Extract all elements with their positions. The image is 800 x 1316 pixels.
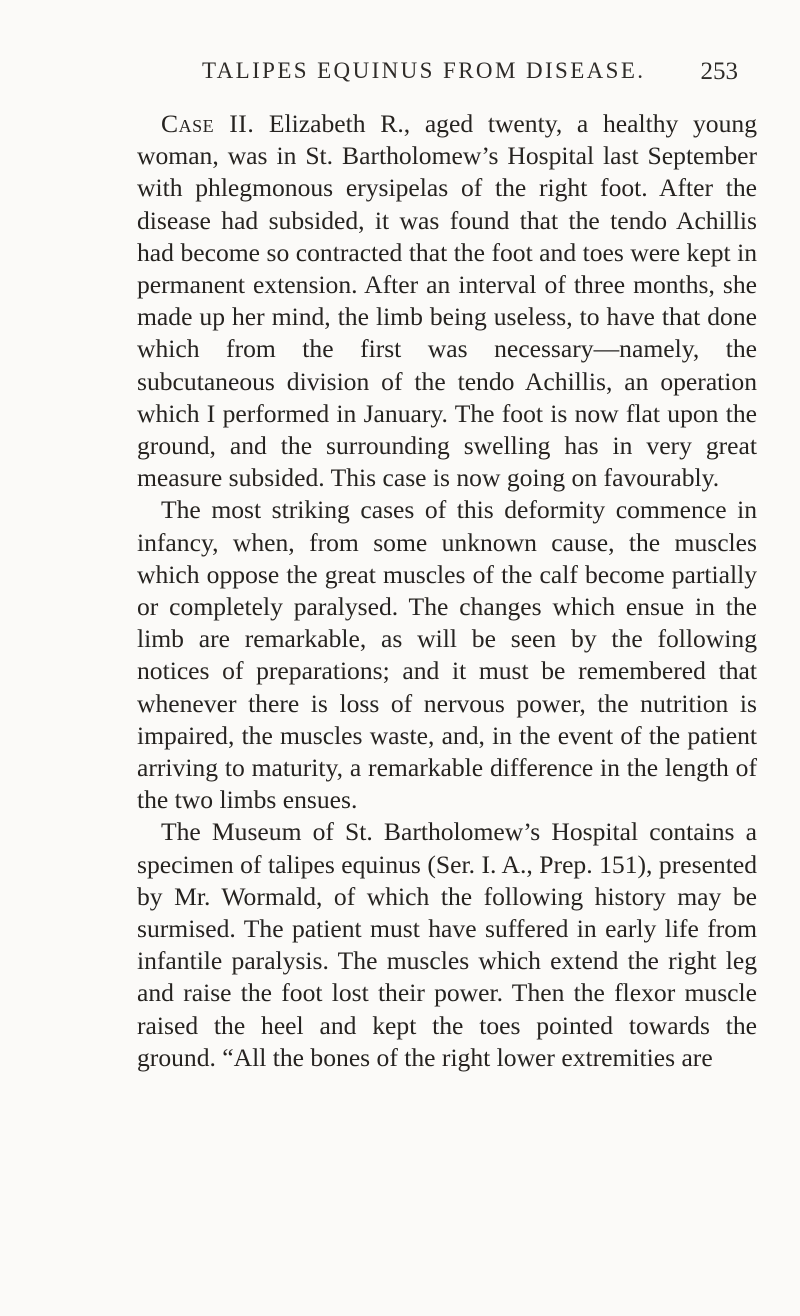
body-text — [137, 108, 757, 1074]
page-header — [140, 58, 760, 92]
paragraph-text: Elizabeth R., aged twenty, a healthy young woman, was in St. Bartholomew’s Hospital last September with phlegmonous erysipelas of the right foot. After the disease had subsided, it was found that the tendo Achillis had become so contracted that the foot and toes were kept in permanent extension. After an interval of three months, she made up her mind, the limb being useless, to have that done which from the first was necessary—namely, the subcutaneous division of the tendo Achillis, an operation which I performed in January. The foot is now flat upon the ground, and the surrounding swelling has in very great measure subsided. This case is now going on favourably. — [137, 109, 757, 493]
running-head: TALIPES EQUINUS FROM DISEASE. — [202, 58, 646, 83]
paragraph-text: The most striking cases of this deformity commence in infancy, when, from some unknown cause, the muscles which oppose the great muscles of the calf become partially or completely paralysed. The changes which ensue in the limb are remarkable, as will be seen by the following notices of preparations; and it must be remembered that whenever there is loss of nervous power, the nutrition is impaired, the muscles waste, and, in the event of the patient arriving to maturity, a remarkable difference in the length of the two limbs ensues. — [137, 495, 757, 815]
case-label: Case II. — [161, 109, 255, 138]
paragraph-text: The Museum of St. Bartholomew’s Hospital contains a specimen of talipes equinus (Ser. I. A., Prep. 151), presented by Mr. Wormald, of which the following history may be surmised. The patient must have suffered in early life from infantile paralysis. The muscles which extend the right leg and raise the foot lost their power. Then the flexor muscle raised the heel and kept the toes pointed towards the ground. “All the bones of the right lower extremities are — [137, 817, 757, 1072]
paragraph-museum — [137, 816, 757, 1074]
paragraph-infancy — [137, 494, 757, 816]
page-number: 253 — [700, 58, 738, 85]
paragraph-case-ii — [137, 108, 757, 494]
